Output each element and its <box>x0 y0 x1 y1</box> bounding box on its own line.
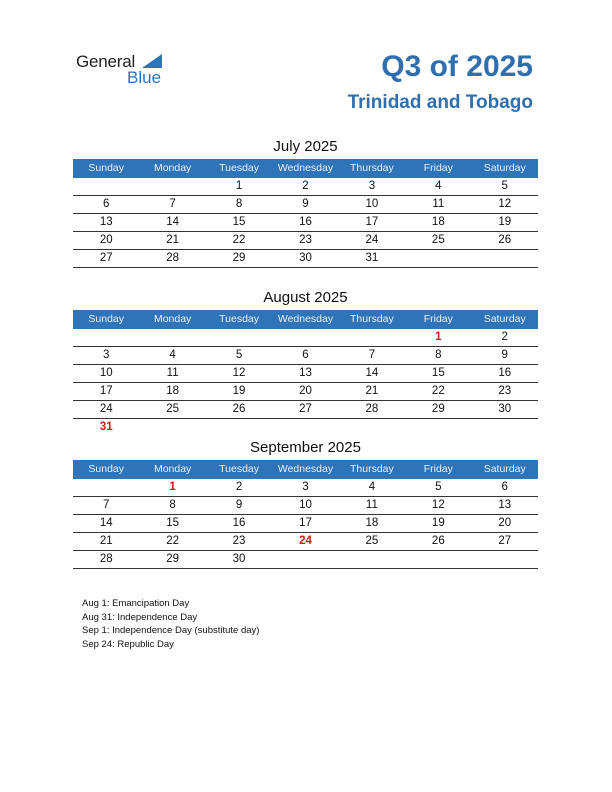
week-row <box>73 401 538 419</box>
empty-day-cell <box>272 329 338 346</box>
holiday-notes <box>82 597 259 651</box>
empty-day-cell <box>73 178 139 195</box>
weekday-label: Tuesday <box>219 313 259 325</box>
day-cell: 30 <box>299 252 312 264</box>
empty-day-cell <box>339 419 405 436</box>
day-cell: 30 <box>232 553 246 565</box>
day-cell: 11 <box>166 367 179 379</box>
holiday-note: Aug 31: Independence Day <box>82 611 198 623</box>
day-cell: 19 <box>498 216 512 228</box>
day-cell: 4 <box>169 349 176 361</box>
day-cell: 10 <box>365 198 379 210</box>
day-cell: 1 <box>235 180 243 192</box>
day-cell: 2 <box>302 180 309 192</box>
day-cell: 6 <box>501 481 508 493</box>
day-cell: 25 <box>166 403 180 415</box>
day-cell: 2 <box>235 481 243 493</box>
empty-day-cell <box>405 419 471 436</box>
month-august <box>73 288 538 436</box>
empty-day-cell <box>405 551 471 568</box>
holiday-note: Aug 1: Emancipation Day <box>82 598 190 609</box>
empty-day-cell <box>472 419 538 436</box>
week-row <box>73 250 538 268</box>
day-cell: 9 <box>302 198 309 210</box>
day-cell: 18 <box>166 385 180 397</box>
day-cell: 17 <box>299 517 312 529</box>
month-title: September 2025 <box>250 439 361 456</box>
week-row <box>73 515 538 533</box>
weekday-label: Saturday <box>483 313 526 325</box>
day-cell: 24 <box>299 535 312 547</box>
weekday-label: Wednesday <box>277 463 334 475</box>
weekday-label: Wednesday <box>277 313 334 325</box>
day-cell: 26 <box>431 535 445 547</box>
empty-day-cell <box>139 178 205 195</box>
day-cell: 16 <box>299 216 312 228</box>
day-cell: 10 <box>299 499 312 511</box>
week-row <box>73 178 538 196</box>
empty-day-cell <box>405 250 471 267</box>
week-row <box>73 214 538 232</box>
day-cell: 1 <box>169 481 176 493</box>
day-cell: 13 <box>99 216 113 228</box>
day-cell: 19 <box>232 385 246 397</box>
day-cell: 3 <box>103 349 110 361</box>
day-cell: 16 <box>498 367 512 379</box>
day-cell: 25 <box>431 234 445 246</box>
day-cell: 23 <box>498 385 512 397</box>
weekday-header <box>73 460 538 479</box>
day-cell: 13 <box>299 367 312 379</box>
day-cell: 3 <box>302 481 309 493</box>
day-cell: 4 <box>435 180 442 192</box>
empty-day-cell <box>206 419 272 436</box>
day-cell: 6 <box>302 349 309 361</box>
weekday-label: Monday <box>153 313 192 325</box>
logo-general-text: General <box>76 52 136 71</box>
weekday-label: Tuesday <box>219 162 259 174</box>
weekday-label: Thursday <box>350 162 394 174</box>
day-cell: 4 <box>368 481 376 493</box>
day-cell: 17 <box>99 385 113 397</box>
day-cell: 7 <box>169 198 176 210</box>
month-july <box>73 137 538 268</box>
weekday-label: Monday <box>153 463 192 475</box>
logo-blue-text: Blue <box>127 68 162 87</box>
day-cell: 1 <box>435 331 442 343</box>
day-cell: 28 <box>99 553 113 565</box>
week-row <box>73 497 538 515</box>
week-row <box>73 347 538 365</box>
weekday-label: Friday <box>423 463 453 475</box>
weekday-label: Sunday <box>88 313 125 325</box>
day-cell: 16 <box>232 517 246 529</box>
day-cell: 18 <box>431 216 445 228</box>
day-cell: 21 <box>99 535 113 547</box>
weekday-label: Sunday <box>88 463 125 475</box>
day-cell: 26 <box>232 403 246 415</box>
day-cell: 26 <box>498 234 512 246</box>
day-cell: 6 <box>103 198 110 210</box>
empty-day-cell <box>206 329 272 346</box>
day-cell: 19 <box>431 517 445 529</box>
day-cell: 15 <box>232 216 246 228</box>
day-cell: 5 <box>435 481 442 493</box>
day-cell: 22 <box>232 234 246 246</box>
day-cell: 15 <box>431 367 445 379</box>
day-cell: 15 <box>166 517 180 529</box>
empty-day-cell <box>73 329 139 346</box>
day-cell: 10 <box>99 367 113 379</box>
day-cell: 23 <box>299 234 312 246</box>
day-cell: 29 <box>232 252 246 264</box>
day-cell: 12 <box>498 198 512 210</box>
day-cell: 11 <box>365 499 378 511</box>
day-cell: 24 <box>99 403 113 415</box>
week-row <box>73 533 538 551</box>
day-cell: 20 <box>299 385 312 397</box>
day-cell: 25 <box>365 535 379 547</box>
weekday-label: Sunday <box>88 162 125 174</box>
day-cell: 30 <box>498 403 512 415</box>
day-cell: 31 <box>365 252 379 264</box>
weekday-label: Monday <box>153 162 192 174</box>
day-cell: 11 <box>432 198 445 210</box>
month-september <box>73 438 538 569</box>
page-title: Q3 of 2025 <box>381 50 533 83</box>
day-cell: 27 <box>299 403 312 415</box>
month-title: August 2025 <box>263 289 348 306</box>
day-cell: 27 <box>498 535 512 547</box>
day-cell: 28 <box>166 252 180 264</box>
day-cell: 28 <box>365 403 379 415</box>
day-cell: 29 <box>431 403 445 415</box>
day-cell: 22 <box>166 535 180 547</box>
empty-day-cell <box>139 329 205 346</box>
weekday-label: Friday <box>423 313 453 325</box>
country-name: Trinidad and Tobago <box>347 92 533 113</box>
week-row <box>73 383 538 401</box>
week-row <box>73 196 538 214</box>
weekday-header <box>73 310 538 329</box>
day-cell: 7 <box>103 499 110 511</box>
day-cell: 14 <box>365 367 379 379</box>
day-cell: 22 <box>431 385 445 397</box>
day-cell: 21 <box>365 385 379 397</box>
empty-day-cell <box>272 551 338 568</box>
weekday-label: Tuesday <box>219 463 259 475</box>
day-cell: 21 <box>166 234 180 246</box>
holiday-note: Sep 24: Republic Day <box>82 638 174 650</box>
day-cell: 9 <box>501 349 508 361</box>
week-row <box>73 232 538 250</box>
day-cell: 7 <box>368 349 376 361</box>
day-cell: 3 <box>368 180 376 192</box>
day-cell: 18 <box>365 517 379 529</box>
day-cell: 20 <box>99 234 113 246</box>
week-row <box>73 479 538 497</box>
week-row <box>73 551 538 569</box>
empty-day-cell <box>73 479 139 496</box>
empty-day-cell <box>339 329 405 346</box>
day-cell: 8 <box>169 499 176 511</box>
month-title: July 2025 <box>273 138 338 155</box>
day-cell: 17 <box>365 216 379 228</box>
empty-day-cell <box>272 419 338 436</box>
empty-day-cell <box>139 419 205 436</box>
day-cell: 24 <box>365 234 379 246</box>
empty-day-cell <box>472 250 538 267</box>
day-cell: 5 <box>501 180 508 192</box>
day-cell: 13 <box>498 499 512 511</box>
day-cell: 8 <box>435 349 442 361</box>
day-cell: 20 <box>498 517 512 529</box>
day-cell: 5 <box>235 349 243 361</box>
weekday-label: Saturday <box>483 463 526 475</box>
day-cell: 14 <box>99 517 113 529</box>
day-cell: 14 <box>166 216 180 228</box>
weekday-label: Wednesday <box>277 162 334 174</box>
day-cell: 2 <box>501 331 508 343</box>
weekday-label: Saturday <box>483 162 526 174</box>
day-cell: 23 <box>232 535 246 547</box>
day-cell: 27 <box>99 252 113 264</box>
logo <box>76 52 176 92</box>
logo-triangle-icon <box>142 54 162 68</box>
day-cell: 31 <box>99 421 113 433</box>
empty-day-cell <box>472 551 538 568</box>
weekday-header <box>73 159 538 178</box>
empty-day-cell <box>339 551 405 568</box>
weekday-label: Thursday <box>350 313 394 325</box>
holiday-note: Sep 1: Independence Day (substitute day) <box>82 625 260 636</box>
day-cell: 12 <box>232 367 246 379</box>
weekday-label: Thursday <box>350 463 394 475</box>
day-cell: 9 <box>235 499 243 511</box>
weekday-label: Friday <box>423 162 453 174</box>
week-row <box>73 329 538 347</box>
week-row <box>73 419 538 436</box>
day-cell: 12 <box>431 499 445 511</box>
week-row <box>73 365 538 383</box>
day-cell: 29 <box>166 553 180 565</box>
day-cell: 8 <box>235 198 243 210</box>
